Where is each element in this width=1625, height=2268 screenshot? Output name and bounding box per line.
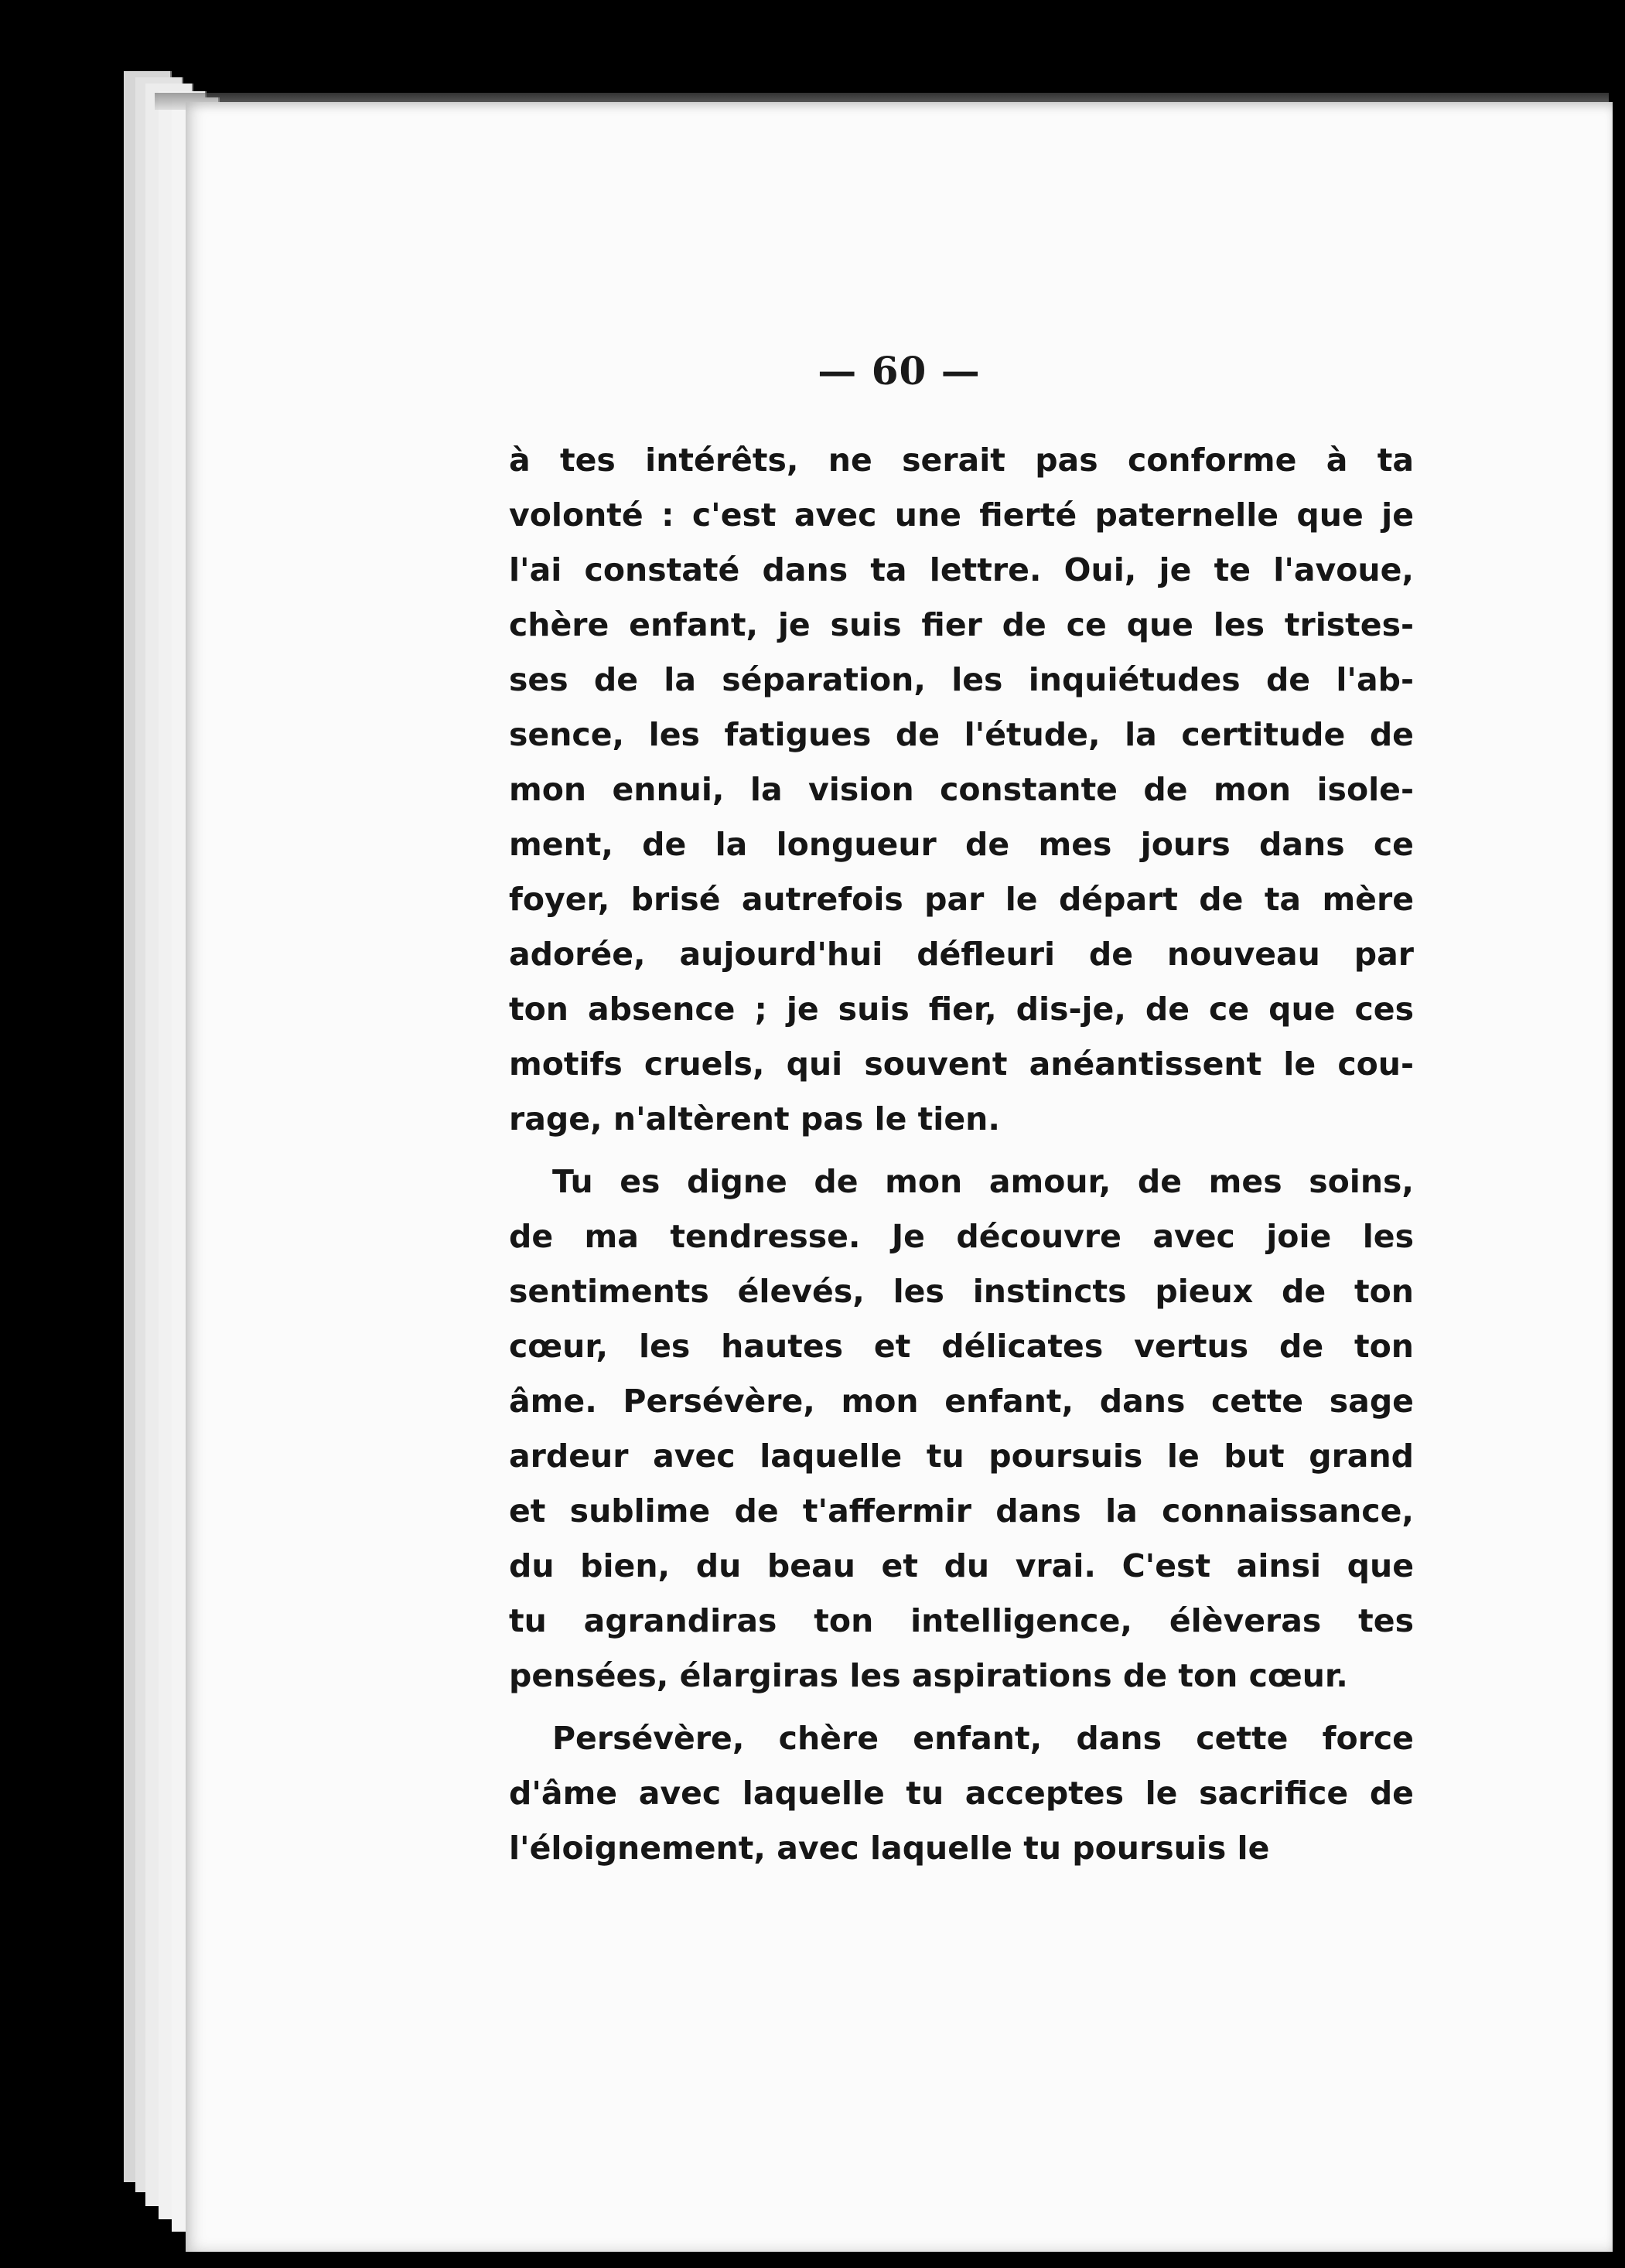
paragraph-gap bbox=[509, 1147, 1414, 1154]
text-line: du bien, du beau et du vrai. C'est ainsi que bbox=[509, 1547, 1414, 1584]
text-line: ses de la séparation, les inquiétudes de l'ab- bbox=[509, 661, 1414, 698]
text-line: chère enfant, je suis fier de ce que les tristes- bbox=[509, 606, 1414, 643]
text-line: Tu es digne de mon amour, de mes soins, bbox=[552, 1163, 1414, 1200]
book-page bbox=[186, 102, 1613, 2252]
text-line: de ma tendresse. Je découvre avec joie les bbox=[509, 1218, 1414, 1255]
text-line: ardeur avec laquelle tu poursuis le but grand bbox=[509, 1438, 1414, 1475]
text-line: ton absence ; je suis fier, dis-je, de ce que ces bbox=[509, 991, 1414, 1028]
text-line: l'ai constaté dans ta lettre. Oui, je te l'avoue, bbox=[509, 551, 1414, 588]
paragraph bbox=[509, 433, 1414, 1147]
text-line: foyer, brisé autrefois par le départ de ta mère bbox=[509, 881, 1414, 918]
text-line: sence, les fatigues de l'étude, la certitude de bbox=[509, 716, 1414, 753]
text-line: d'âme avec laquelle tu acceptes le sacrifice de bbox=[509, 1775, 1414, 1812]
text-line: cœur, les hautes et délicates vertus de ton bbox=[509, 1328, 1414, 1365]
text-line: l'éloignement, avec laquelle tu poursuis le bbox=[509, 1830, 1270, 1867]
text-line: pensées, élargiras les aspirations de ton cœur. bbox=[509, 1657, 1348, 1694]
text-line: adorée, aujourd'hui défleuri de nouveau par bbox=[509, 936, 1414, 973]
page-number: — 60 — bbox=[818, 348, 981, 394]
text-line: sentiments élevés, les instincts pieux de ton bbox=[509, 1273, 1414, 1310]
text-line: à tes intérêts, ne serait pas conforme à ta bbox=[509, 442, 1414, 479]
paragraph bbox=[509, 1711, 1414, 1876]
paragraph bbox=[509, 1154, 1414, 1704]
text-line: et sublime de t'affermir dans la connaissance, bbox=[509, 1492, 1414, 1530]
text-line: volonté : c'est avec une fierté paternelle que je bbox=[509, 496, 1414, 534]
text-line: Persévère, chère enfant, dans cette force bbox=[552, 1720, 1414, 1757]
text-line: rage, n'altèrent pas le tien. bbox=[509, 1100, 1000, 1137]
body-text bbox=[509, 433, 1414, 1876]
text-line: mon ennui, la vision constante de mon isole- bbox=[509, 771, 1414, 808]
text-line: motifs cruels, qui souvent anéantissent le cou- bbox=[509, 1045, 1414, 1083]
text-line: tu agrandiras ton intelligence, élèveras tes bbox=[509, 1602, 1414, 1639]
paragraph-gap bbox=[509, 1704, 1414, 1711]
text-line: ment, de la longueur de mes jours dans ce bbox=[509, 826, 1414, 863]
text-line: âme. Persévère, mon enfant, dans cette sage bbox=[509, 1383, 1414, 1420]
